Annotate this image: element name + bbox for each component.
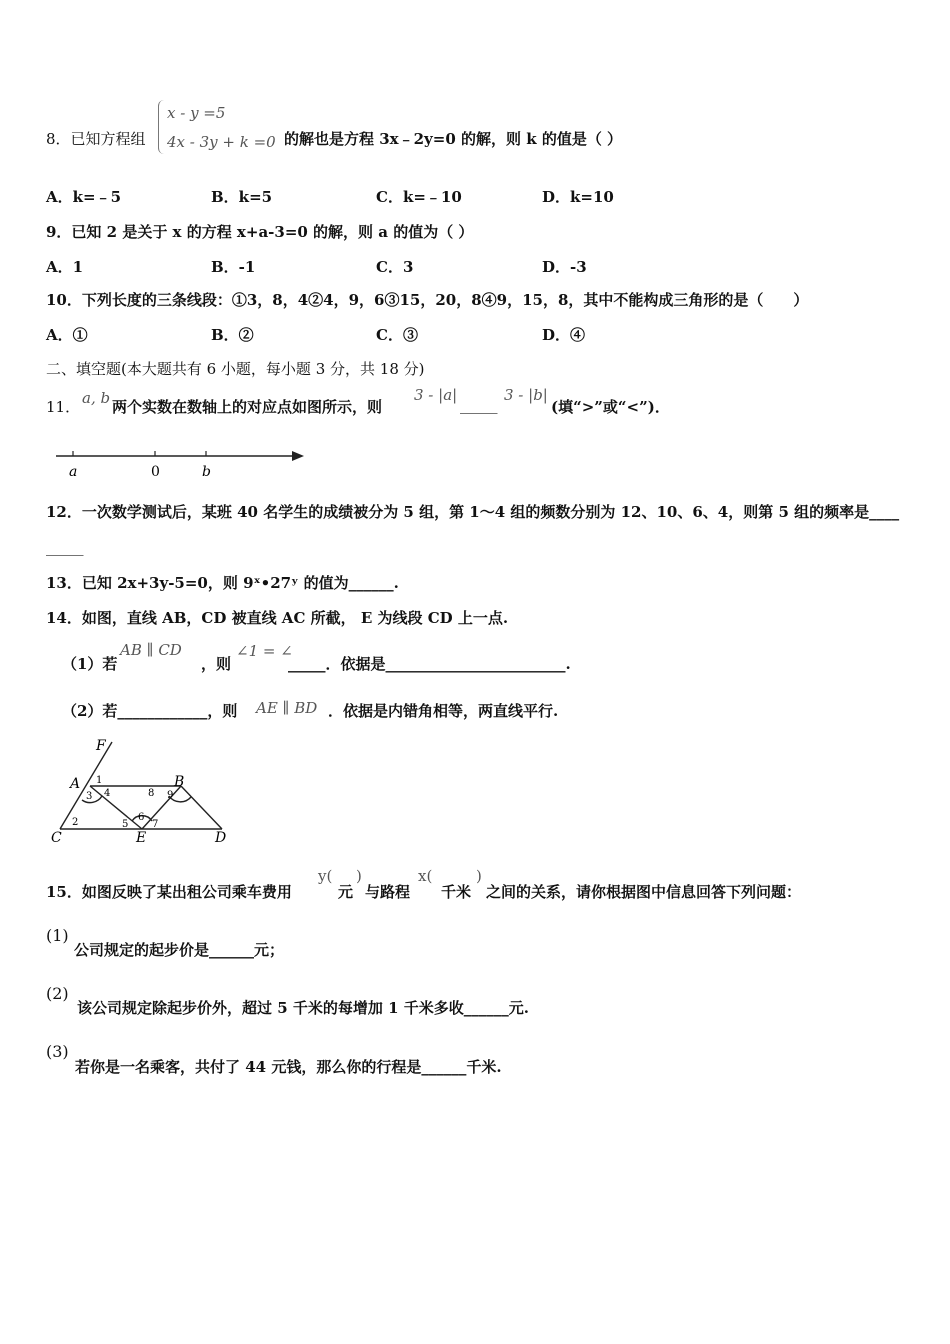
q15-text-c: 之间的关系，请你根据图中信息回答下列问题： [486, 883, 802, 901]
q14-part2-tail: ．依据是内错角相等，两直线平行. [328, 702, 559, 720]
label-A: A [70, 776, 81, 792]
q12-blank: _____ [46, 538, 84, 556]
q8-brace [158, 100, 167, 154]
q15-sub2-text: 该公司规定除起步价外，超过 5 千米的每增加 1 千米多收______元. [77, 999, 529, 1017]
q14-text: 14．如图，直线 AB，CD 被直线 AC 所截， E 为线段 CD 上一点. [46, 609, 509, 627]
q11-expr-1: 3 - |a| [414, 386, 458, 404]
angle-label-8: 8 [148, 788, 155, 799]
angle-label-9: 9 [167, 790, 174, 801]
label-C: C [51, 830, 62, 846]
q8-equation-1: x - y =5 [167, 104, 226, 122]
q15-text-a: 15．如图反映了某出租公司乘车费用 [46, 883, 292, 901]
q8-option-a: A．k=﹣5 [46, 188, 122, 206]
q15-sub2-number: (2) [46, 984, 69, 1003]
angle-label-5: 5 [122, 819, 129, 830]
label-0: 0 [151, 464, 160, 480]
angle-label-7: 7 [152, 819, 159, 830]
line-bd [181, 786, 222, 829]
q8-option-d: D．k=10 [542, 188, 614, 206]
q9-text: 9．已知 2 是关于 x 的方程 x+a-3=0 的解，则 a 的值为（ ） [46, 223, 474, 241]
q15-y-var: y( [318, 867, 333, 885]
q14-part1-mid: ，则 [201, 655, 232, 673]
q10-option-b: B．② [211, 326, 254, 344]
q11-number: 11． [46, 398, 81, 416]
q13-text: 13．已知 2x+3y-5=0，则 9ˣ•27ʸ 的值为______. [46, 574, 399, 592]
angle-label-4: 4 [104, 788, 111, 799]
q12-text: 12．一次数学测试后，某班 40 名学生的成绩被分为 5 组，第 1～4 组的频数分别为 12、10、6、4，则第 5 组的频率是____ [46, 503, 900, 521]
q14-part1-tail: _____．依据是________________________. [288, 655, 571, 673]
q11-vars: a, b [82, 389, 111, 407]
q10-option-a: A．① [46, 326, 88, 344]
q15-x-var: x( [418, 867, 433, 885]
q10-option-d: D．④ [542, 326, 586, 344]
q15-x-close: ) [476, 867, 482, 885]
q9-option-a: A．1 [46, 258, 84, 276]
label-B: B [174, 774, 185, 790]
q8-equation-2: 4x - 3y + k =0 [167, 133, 276, 151]
number-line-arrow [292, 451, 304, 461]
q11-expr-2: 3 - |b| [504, 386, 548, 404]
section-heading: 二、填空题(本大题共有 6 小题，每小题 3 分，共 18 分) [46, 360, 425, 378]
q8-option-c: C．k=﹣10 [376, 188, 462, 206]
geometry-figure [46, 736, 236, 848]
q11-tail: (填“>”或“<”)． [551, 398, 670, 416]
q15-unit-yuan: 元 [338, 883, 354, 901]
q11-text: 两个实数在数轴上的对应点如图所示，则 [112, 398, 383, 416]
q14-part2-math: AE ∥ BD [256, 699, 318, 717]
q10-text: 10．下列长度的三条线段：①3，8，4②4，9，6③15，20，8④9，15，8，其中不能构成三角形的是（ ） [46, 291, 809, 309]
q8-option-b: B．k=5 [211, 188, 273, 206]
q14-part1-math-2: ∠1 = ∠ [236, 642, 293, 660]
q15-unit-km: 千米 [441, 883, 472, 901]
label-b: b [202, 464, 211, 480]
q9-option-b: B．-1 [211, 258, 256, 276]
number-line-figure [52, 444, 312, 484]
q8-number: 8．已知方程组 [46, 130, 146, 148]
q11-blank: _____ [460, 396, 498, 414]
angle-label-1: 1 [96, 775, 103, 786]
q9-option-d: D．-3 [542, 258, 587, 276]
angle-label-3: 3 [86, 791, 93, 802]
angle-label-6: 6 [138, 812, 145, 823]
q14-part1-math-1: AB ∥ CD [120, 641, 182, 659]
q15-sub1-number: (1) [46, 926, 69, 945]
q15-sub1-text: 公司规定的起步价是______元； [74, 941, 285, 959]
q10-option-c: C．③ [376, 326, 418, 344]
q14-part2-lead: （2）若____________，则 [62, 702, 238, 720]
label-a: a [69, 464, 78, 480]
line-ae [90, 786, 145, 829]
q8-text: 的解也是方程 3x﹣2y=0 的解，则 k 的值是（ ） [284, 130, 623, 148]
q15-sub3-text: 若你是一名乘客，共付了 44 元钱，那么你的行程是______千米. [75, 1058, 502, 1076]
angle-label-2: 2 [72, 817, 79, 828]
q15-y-close: ) [356, 867, 362, 885]
label-D: D [215, 830, 227, 846]
label-F: F [96, 738, 106, 754]
q15-sub3-number: (3) [46, 1042, 69, 1061]
q14-part1-lead: （1）若 [62, 655, 118, 673]
q15-text-b: 与路程 [365, 883, 411, 901]
q9-option-c: C．3 [376, 258, 414, 276]
label-E: E [136, 830, 147, 846]
